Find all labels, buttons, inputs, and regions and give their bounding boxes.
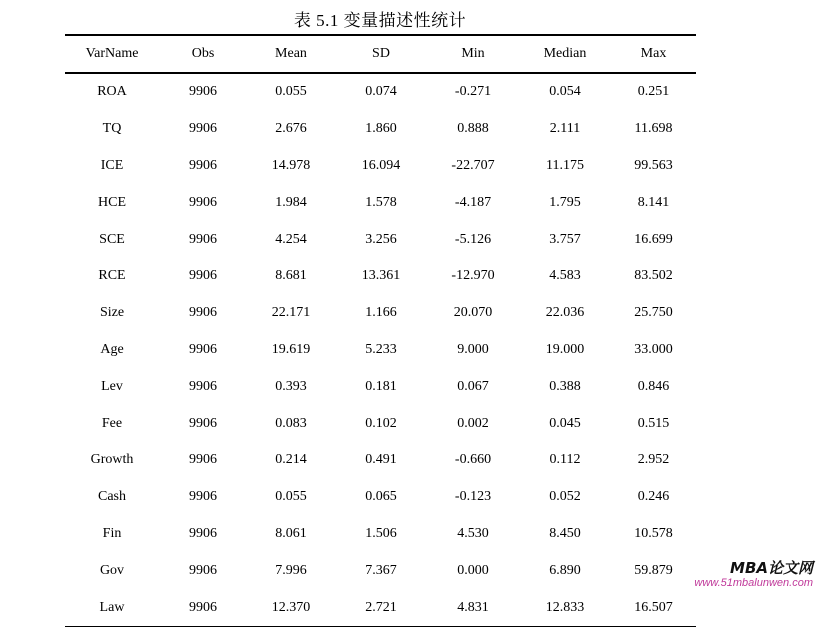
value-cell: 0.888 [457,121,489,137]
value-cell: 14.978 [271,157,311,173]
value-cell: 16.699 [634,231,673,247]
column-header-obs: Obs [159,35,247,73]
table-row [65,148,696,185]
value-cell: 6.890 [549,562,581,578]
watermark [694,560,813,590]
value-cell: 9906 [189,378,217,394]
value-cell: 9906 [189,268,217,284]
value-cell: 11.175 [546,157,584,173]
table-row [65,405,696,442]
value-cell: 83.502 [634,268,673,284]
value-cell: 9906 [189,525,217,541]
value-cell: 0.181 [365,378,397,394]
table-title: 表 5.1 变量描述性统计 [293,11,467,30]
value-cell: 0.055 [275,489,307,505]
value-cell: 1.166 [365,305,397,321]
value-cell: 0.083 [275,415,307,431]
variable-name-cell: ICE [100,157,124,173]
value-cell: 0.054 [549,84,581,100]
table-row [65,368,696,405]
table-row [65,589,696,626]
value-cell: 5.233 [365,341,397,357]
value-cell: 4.583 [549,268,581,284]
value-cell: 0.251 [637,84,670,100]
table-row [65,73,696,111]
descriptive-statistics-table-container [65,34,696,627]
value-cell: 1.795 [549,194,581,210]
value-cell: 0.393 [275,378,307,394]
value-cell: 0.045 [549,415,581,431]
value-cell: 0.065 [365,489,397,505]
watermark-brand: MBA论文网 [730,559,813,577]
variable-name-cell: RCE [98,268,126,284]
value-cell: 9906 [189,231,217,247]
table-row [65,111,696,148]
value-cell: 13.361 [361,268,401,284]
value-cell: 0.052 [549,489,581,505]
value-cell: 8.141 [637,194,670,210]
value-cell: 9906 [189,121,217,137]
column-header-min: Min [427,35,519,73]
value-cell: 7.996 [275,562,307,578]
descriptive-statistics-table [65,34,696,627]
value-cell: 16.507 [611,589,696,626]
value-cell: 22.171 [271,305,311,321]
value-cell: 9906 [189,415,217,431]
table-row [65,258,696,295]
table-body [65,73,696,626]
variable-name-cell: ROA [97,84,127,100]
value-cell: 2.721 [335,589,427,626]
value-cell: 1.860 [365,121,397,137]
value-cell: 9906 [189,305,217,321]
table-row [65,442,696,479]
value-cell: 0.067 [457,378,489,394]
value-cell: 12.370 [247,589,335,626]
value-cell: 2.111 [549,121,581,137]
variable-name-cell: Age [100,341,124,357]
variable-name-cell: SCE [99,231,125,247]
value-cell: 0.388 [549,378,581,394]
value-cell: -0.123 [454,489,492,505]
value-cell: 1.578 [365,194,397,210]
value-cell: 25.750 [634,305,673,321]
watermark-url: www.51mbalunwen.com [694,577,813,589]
table-row [65,295,696,332]
value-cell: 9906 [189,489,217,505]
variable-name-cell: Growth [90,452,134,468]
value-cell: -5.126 [454,231,492,247]
value-cell: 16.094 [361,157,401,173]
table-row [65,221,696,258]
value-cell: 22.036 [545,305,585,321]
value-cell: -12.970 [451,268,495,284]
variable-name-cell: HCE [98,194,126,210]
column-header-median: Median [519,35,611,73]
value-cell: 0.074 [365,84,397,100]
column-header-varname: VarName [65,35,159,73]
table-row [65,552,696,589]
value-cell: 8.681 [275,268,307,284]
variable-name-cell: Cash [98,489,126,505]
value-cell: -22.707 [451,157,495,173]
variable-name-cell: Gov [99,562,125,578]
value-cell: 9906 [189,562,217,578]
value-cell: 4.831 [427,589,519,626]
value-cell: 9.000 [457,341,489,357]
value-cell: 0.246 [637,489,670,505]
value-cell: 0.102 [365,415,397,431]
value-cell: 1.506 [365,525,397,541]
variable-name-cell: Size [99,305,125,321]
value-cell: 33.000 [634,341,673,357]
value-cell: 99.563 [634,157,673,173]
table-row [65,332,696,369]
variable-name-cell: Law [65,589,159,626]
value-cell: 4.530 [457,525,489,541]
value-cell: 9906 [159,589,247,626]
value-cell: 0.000 [457,562,489,578]
value-cell: 2.952 [637,452,670,468]
value-cell: 9906 [189,452,217,468]
value-cell: 9906 [189,157,217,173]
value-cell: 20.070 [453,305,493,321]
table-row [65,184,696,221]
value-cell: 8.450 [549,525,581,541]
value-cell: -4.187 [454,194,492,210]
value-cell: 19.619 [271,341,311,357]
column-header-max: Max [611,35,696,73]
value-cell: 10.578 [634,525,673,541]
variable-name-cell: Lev [101,378,123,394]
value-cell: 1.984 [275,194,307,210]
table-row [65,516,696,553]
value-cell: 2.676 [275,121,307,137]
value-cell: 59.879 [634,562,673,578]
variable-name-cell: Fin [102,525,122,541]
value-cell: -0.271 [454,84,492,100]
value-cell: 0.515 [637,415,670,431]
value-cell: 11.698 [634,121,673,137]
value-cell: 7.367 [365,562,397,578]
value-cell: 0.055 [275,84,307,100]
value-cell: 0.002 [457,415,489,431]
value-cell: 0.214 [275,452,307,468]
value-cell: 8.061 [275,525,307,541]
value-cell: 9906 [189,84,217,100]
table-row [65,479,696,516]
value-cell: 0.112 [549,452,581,468]
value-cell: 9906 [189,341,217,357]
variable-name-cell: TQ [102,121,122,137]
column-header-mean: Mean [247,35,335,73]
value-cell: 0.846 [637,378,670,394]
variable-name-cell: Fee [101,415,123,431]
value-cell: 9906 [189,194,217,210]
column-header-sd: SD [335,35,427,73]
value-cell: 3.757 [549,231,581,247]
value-cell: 0.491 [365,452,397,468]
value-cell: 19.000 [545,341,585,357]
value-cell: 12.833 [519,589,611,626]
value-cell: 4.254 [275,231,307,247]
table-header-row [65,35,696,73]
value-cell: -0.660 [454,452,492,468]
value-cell: 3.256 [365,231,397,247]
